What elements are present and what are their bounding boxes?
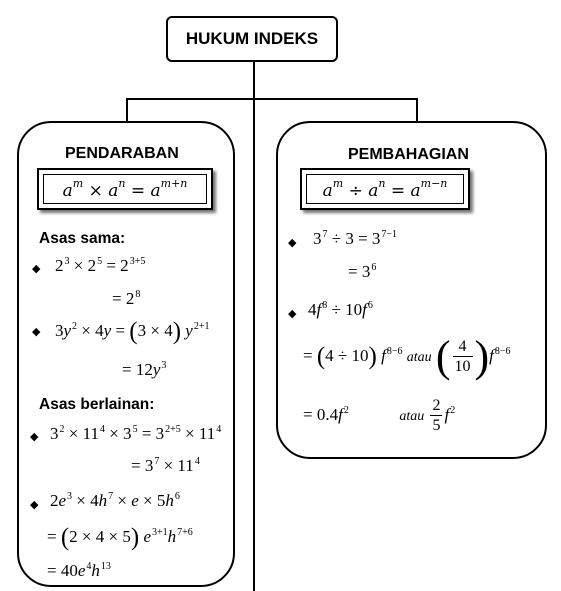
example-same-base-2-line2: = $12y^3$ (122, 359, 167, 379)
example-same-base-1-line2: = $2^8$ (112, 288, 141, 308)
connector-horizontal (126, 98, 418, 100)
division-rule (300, 168, 470, 210)
diamond-bullet-icon: ◆ (32, 263, 41, 275)
example-diff-base-2-line1: $2e^3 \times 4h^7 \times e \times 5h^6$ (50, 490, 180, 510)
diamond-bullet-icon: ◆ (30, 431, 39, 443)
multiplication-rule (37, 168, 213, 210)
example-diff-base-2-line3: = $40e^4h^{13}$ (47, 560, 111, 580)
multiplication-rule-formula: $a^m \times a^n = a^{m+n}$ (62, 177, 188, 201)
fraction-two-fifths: $\frac{2}{5}$ (432, 397, 441, 434)
diamond-bullet-icon: ◆ (32, 326, 41, 338)
fraction-four-tenths: $\frac{4}{10}$ (454, 338, 471, 375)
diamond-bullet-icon: ◆ (288, 237, 297, 249)
division-example-1-line1: $3^7 \div 3 = 3^{7-1}$ (313, 228, 398, 248)
division-heading: PEMBAHAGIAN (348, 146, 469, 163)
diagram-title: HUKUM INDEKS (166, 16, 338, 62)
division-rule-formula: $a^m \div a^n = a^{m-n}$ (322, 177, 448, 201)
rule-inner-border (43, 174, 207, 204)
atau-label: atau (399, 408, 425, 424)
example-diff-base-1-line2: = $3^7 \times 11^4$ (131, 455, 200, 475)
diamond-bullet-icon: ◆ (30, 499, 39, 511)
division-example-1-line2: = $3^6$ (348, 261, 377, 281)
multiplication-heading: PENDARABAN (65, 145, 179, 162)
different-base-heading: Asas berlainan: (39, 396, 155, 413)
division-example-2-line2: = (4 ÷ 10) $f^{8-6}$ atau ( $\frac{4}{10}$ )$f^{8-6}$ (303, 332, 511, 381)
same-base-heading: Asas sama: (39, 230, 126, 247)
example-diff-base-1-line1: $3^2 \times 11^4 \times 3^5 = 3^{2+5} \times 11^4$ (50, 423, 222, 443)
division-example-2-line1: $4f^8 \div 10f^6$ (308, 299, 373, 319)
atau-label: atau (406, 349, 432, 365)
connector-trunk (253, 62, 255, 591)
connector-left-drop (126, 98, 128, 122)
example-diff-base-2-line2: = (2 × 4 × 5) $e^{3+1}h^{7+6}$ (47, 524, 193, 551)
connector-right-drop (416, 98, 418, 122)
example-same-base-2-line1: $3y^2 \times 4y = (3 \times 4)$ $y^{2+1}$ (55, 318, 210, 345)
example-same-base-1-line1: $2^3 \times 2^5 = 2^{3+5}$ (55, 255, 146, 275)
diamond-bullet-icon: ◆ (288, 308, 297, 320)
rule-inner-border (306, 174, 464, 204)
division-example-2-line3: = $0.4f^2$ atau $\frac{2}{5}$ $f^2$ (303, 397, 456, 434)
